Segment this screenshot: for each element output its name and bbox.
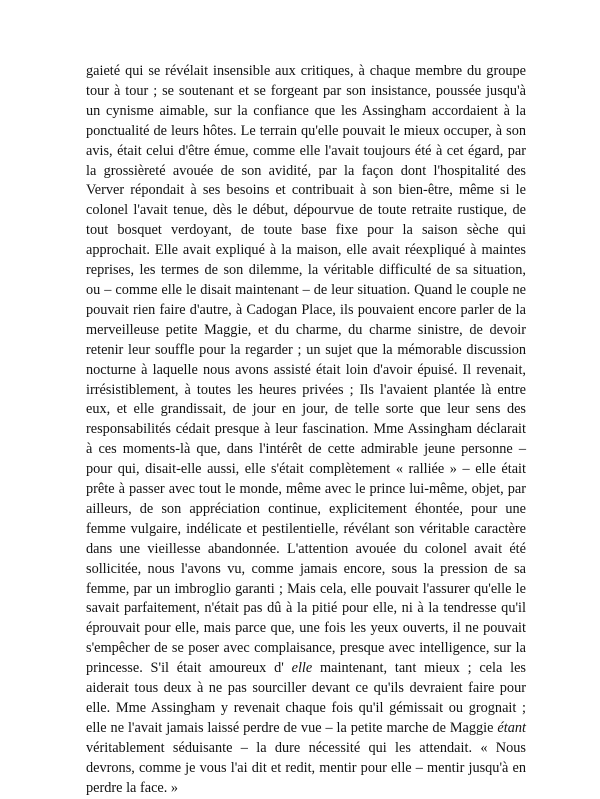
text-line	[86, 261, 526, 281]
text-line	[86, 639, 526, 659]
text-line	[86, 719, 526, 739]
text-line	[86, 659, 526, 679]
text-line	[86, 599, 526, 619]
text-segment: responsabilités cédait presque à leur fascination. Mme Assingham déclarait	[86, 421, 526, 438]
text-segment: la grossièreté avouée de son avidité, par la façon dont l'hospitalité des	[86, 162, 526, 179]
text-segment: tout bosquet verdoyant, de toute base fixe pour la saison sèche qui	[86, 222, 526, 239]
text-segment: colonel l'avait tenue, dès le début, dépourvue de toute retraite rustique, de	[86, 202, 526, 219]
emphasized-word: elle	[291, 660, 313, 677]
text-line	[86, 779, 526, 799]
text-line	[86, 181, 526, 201]
text-line	[86, 381, 526, 401]
text-segment: dans une vieillesse abandonnée. L'attention avouée du colonel avait été	[86, 540, 526, 557]
text-segment: Verver répondait à ses besoins et contribuait à son bien-être, même si le	[86, 182, 526, 199]
text-line	[86, 341, 526, 361]
text-line	[86, 162, 526, 182]
text-line	[86, 540, 526, 560]
text-segment: éprouvait pour elle, mais parce que, une fois les yeux ouverts, il ne pouvait	[86, 620, 526, 637]
text-segment: aiderait tous deux à ne pas sourciller devant ce qu'ils devraient faire pour	[86, 680, 526, 697]
text-line	[86, 62, 526, 82]
text-segment: devrons, comme je vous l'ai dit et redit, mentir pour elle – mentir jusqu'à en	[86, 759, 526, 776]
text-segment: reprises, les termes de son dilemme, la véritable difficulté de sa situation,	[86, 262, 526, 279]
text-segment: véritablement séduisante – la dure nécessité qui les attendait. « Nous	[86, 739, 526, 756]
text-segment: princesse. S'il était amoureux d'	[86, 660, 292, 677]
text-line	[86, 480, 526, 500]
text-line	[86, 122, 526, 142]
text-line	[86, 321, 526, 341]
text-line	[86, 201, 526, 221]
text-line	[86, 221, 526, 241]
emphasized-word: étant	[497, 719, 526, 736]
text-segment: ponctualité de leurs hôtes. Le terrain qu'elle pouvait le mieux occuper, à son	[86, 122, 526, 139]
text-segment: perdre la face. »	[86, 779, 179, 796]
text-line	[86, 560, 526, 580]
text-line	[86, 500, 526, 520]
text-segment: ou – comme elle le disait maintenant – de leur situation. Quand le couple ne	[86, 281, 526, 298]
text-segment: elle ne l'avait jamais laissé perdre de vue – la petite marche de Maggie	[86, 719, 498, 736]
text-line	[86, 142, 526, 162]
text-segment: elle. Mme Assingham y revenait chaque fois qu'il gémissait ou grognait ;	[86, 700, 526, 716]
text-line	[86, 679, 526, 699]
text-segment: femme vulgaire, indélicate et pestilentielle, révélant son véritable caractère	[86, 520, 526, 537]
text-line	[86, 420, 526, 440]
text-line	[86, 520, 526, 540]
text-segment: ailleurs, de son appréciation continue, explicitement éhontée, pour une	[86, 500, 526, 517]
text-line	[86, 460, 526, 480]
text-segment: sollicitée, nous l'avons vu, comme jamais encore, sous la pression de sa	[86, 560, 526, 577]
text-segment: tour à tour ; se soutenant et se forgeant par son insistance, poussée jusqu'à	[86, 82, 526, 99]
text-line	[86, 301, 526, 321]
text-line	[86, 82, 526, 102]
text-line	[86, 580, 526, 600]
text-segment: prête à passer avec tout le monde, même avec le prince lui-même, objet, par	[86, 481, 526, 498]
text-segment: femme, par un imbroglio garanti ; Mais cela, elle pouvait l'assurer qu'elle le	[86, 580, 526, 597]
text-line	[86, 361, 526, 381]
text-line	[86, 699, 526, 719]
text-segment: avis, était celui d'être émue, comme elle l'avait toujours été à cet égard, par	[86, 142, 526, 159]
text-segment: eux, et elle grandissait, de jour en jour, de telle sorte que leur sens des	[86, 401, 526, 418]
text-segment: retenir leur souffle pour la regarder ; un sujet que la mémorable discussion	[86, 341, 526, 358]
text-line	[86, 400, 526, 420]
text-segment: à ces moments-là que, dans l'intérêt de cette admirable jeune personne –	[86, 441, 526, 458]
text-segment: un cynisme aimable, sur la confiance que les Assingham accordaient à la	[86, 102, 526, 119]
text-line	[86, 619, 526, 639]
text-segment: irrésistiblement, à toutes les heures privées ; Ils l'avaient plantée là entre	[86, 381, 526, 398]
text-segment: pour qui, disait-elle aussi, elle s'était complètement « ralliée » – elle était	[86, 461, 526, 478]
text-line	[86, 281, 526, 301]
text-segment: savait parfaitement, n'était pas dû à la pitié pour elle, ni à la tendresse qu'il	[86, 600, 526, 617]
text-segment: maintenant, tant mieux ; cela les	[312, 660, 526, 677]
text-segment: approchait. Elle avait expliqué à la maison, elle avait réexpliqué à maintes	[86, 242, 526, 259]
text-line	[86, 102, 526, 122]
text-line	[86, 440, 526, 460]
text-line	[86, 739, 526, 759]
text-segment: s'empêcher de se poser avec complaisance, presque avec intelligence, sur la	[86, 640, 526, 657]
text-segment: pouvait rien faire d'autre, à Cadogan Place, ils pouvaient encore parler de la	[86, 301, 526, 318]
text-segment: nocturne à laquelle nous avons assisté était loin d'avoir épuisé. Il revenait,	[86, 361, 526, 378]
text-segment: gaieté qui se révélait insensible aux critiques, à chaque membre du groupe	[86, 63, 526, 79]
text-line	[86, 241, 526, 261]
text-segment: merveilleuse petite Maggie, et du charme, du charme sinistre, de devoir	[86, 321, 526, 338]
body-paragraph	[86, 62, 526, 799]
